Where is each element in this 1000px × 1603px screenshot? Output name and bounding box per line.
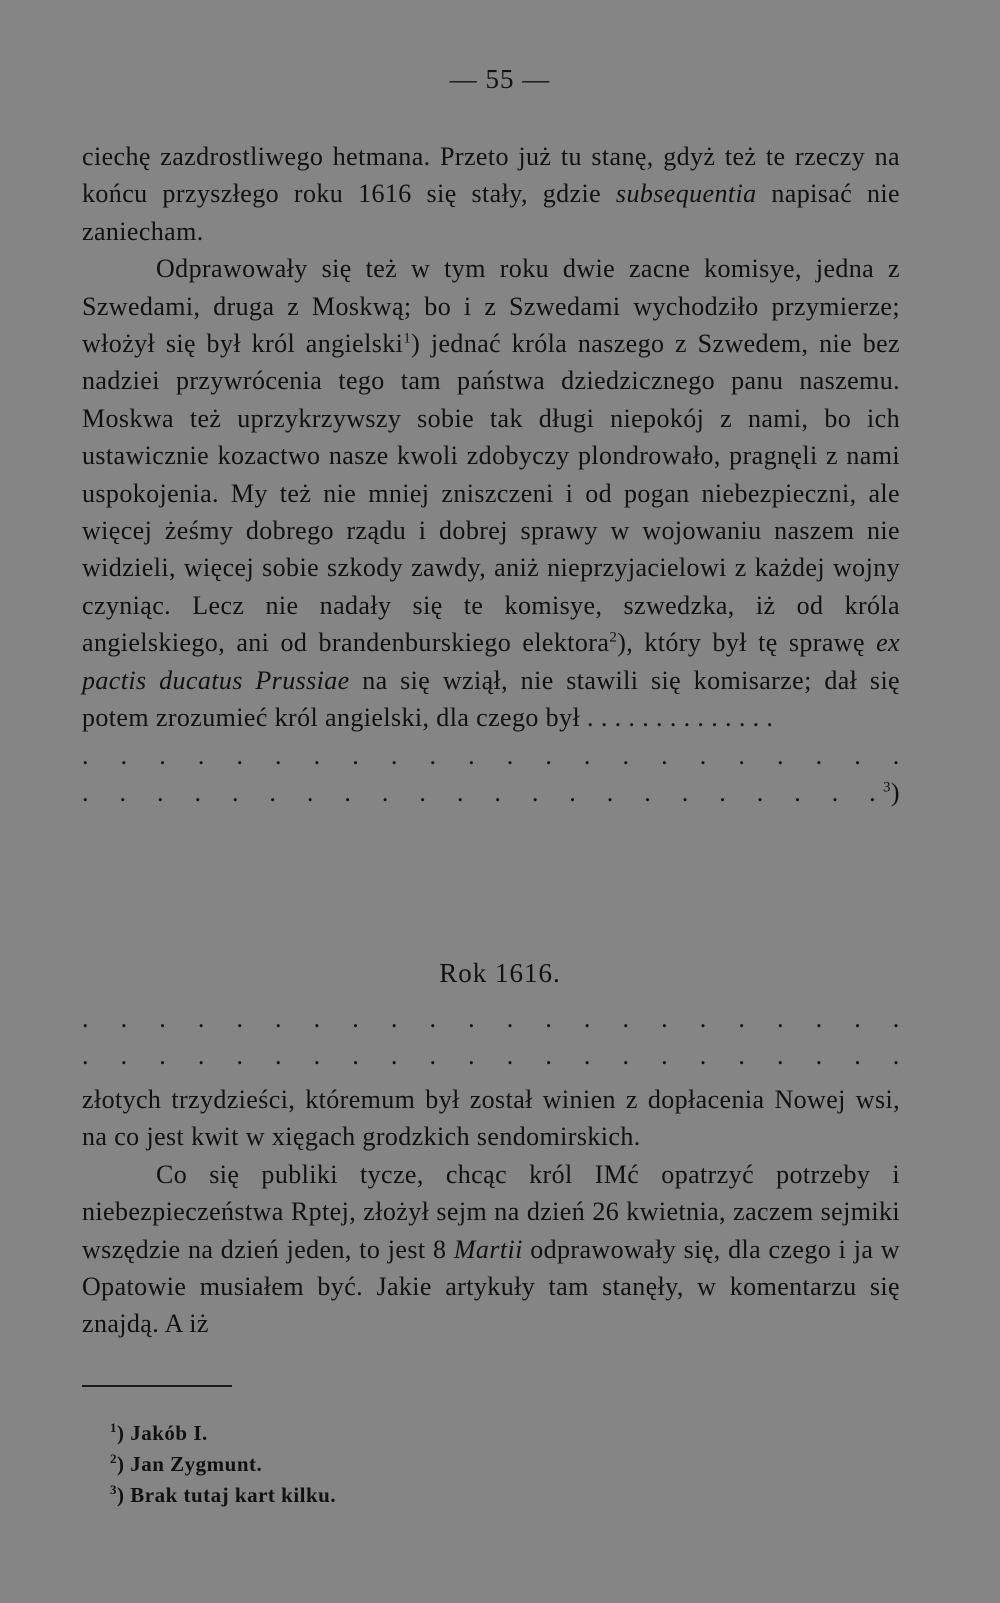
ellipsis-line: . . . . . . . . . . . . . . . . . . . . . .: [82, 740, 900, 770]
text-run: na się wziął, nie stawili się komisarze; dał się potem zrozumieć król angielski, dla czego był: [82, 665, 901, 733]
footnote-divider: [82, 1385, 232, 1387]
footnotes: [110, 1418, 336, 1511]
footnote-ref-2: 2: [609, 629, 618, 646]
ellipsis-line: . . . . . . . . . . . . . . . . . . . . . .: [82, 1004, 900, 1033]
footnote-mark: 1: [110, 1420, 117, 1435]
text-run: ), który był tę sprawę: [617, 628, 877, 658]
text-run: ) jednać króla naszego z Szwedem, nie bez nadziei przywrócenia tego tam państwa dziedzicznego panu naszemu. Moskwa też uprzykrzywszy sobie tak długi niepokój z nami, bo ich ustawicznie kozactwo nasze kwoli zdobyczy plondrowało, pragnęli z nami uspokojenia. My też nie mniej zniszczeni i od pogan niebezpieczni, ale więcej żeśmy dobrego rządu i dobrej sprawy w wojowaniu naszem nie widzieli, więcej sobie szkody zawdy, aniż nieprzyjacielowi z każdej wojny czyniąc. Lecz nie nadały się te komisye, szwedzka, iż od króla angielskiego, ani od brandenburskiego elektora: [82, 329, 900, 658]
footnote-text: ) Brak tutaj kart kilku.: [117, 1483, 337, 1507]
text-run: odprawowały się, dla czego i ja w Opatowie musiałem być. Jakie artykuły tam stanęły, w komentarzu się znajdą. A iż: [82, 1234, 900, 1339]
footnote-ref-3: 3: [882, 779, 891, 796]
italic-term: subsequentia: [615, 179, 757, 209]
paragraph-receipt: złotych trzydzieści, któremum był został winien z dopłacenia Nowej wsi, na co jest kwit w xięgach grodzkich sendomirskich.: [82, 1085, 900, 1152]
ellipsis-trail: . . . . . . . . . . . . . .: [580, 703, 774, 733]
text-run: napisać nie zaniecham.: [82, 179, 900, 246]
italic-date: Martii: [453, 1234, 523, 1264]
footnote-text: ) Jan Zygmunt.: [117, 1452, 263, 1476]
ellipsis-line-with-note: . . . . . . . . . . . . . . . . . . . . . . $^3$): [82, 774, 900, 811]
paragraph-continuation: [82, 138, 900, 250]
paragraph-commissions: [82, 250, 900, 736]
paren: ): [890, 777, 900, 807]
footnote-mark: 2: [110, 1451, 117, 1466]
footnote-1: [110, 1418, 336, 1449]
ellipsis-block: [82, 1000, 900, 1075]
footnote-mark: 3: [110, 1482, 117, 1497]
section-heading: Rok 1616.: [439, 958, 561, 988]
text-run: Co się publiki tycze, chcąc król IMć opatrzyć potrzeby i niebezpieczeństwa Rptej, złożył sejm na dzień 26 kwietnia, zaczem sejmiki wszędzie na dzień jeden, to jest 8: [82, 1159, 900, 1264]
footnote-3: [110, 1480, 336, 1511]
italic-phrase: ex pactis ducatus Prussiae: [82, 628, 900, 695]
text-run: Odprawowały się też w tym roku dwie zacne komisye, jedna z Szwedami, druga z Moskwą; bo i z Szwedami wychodziło przymierze; włożył się był król angielski: [82, 254, 900, 359]
text-block-top: [82, 138, 900, 811]
footnote-text: ) Jakób I.: [117, 1421, 208, 1445]
paragraph-sejm: [82, 1156, 900, 1343]
footnote-ref-1: 1: [403, 330, 412, 347]
text-run: ciechę zazdrostliwego hetmana. Przeto już tu stanę, gdyż też te rzeczy na końcu przyszłego roku 1616 się stały, gdzie: [82, 142, 900, 209]
page-number: — 55 —: [449, 64, 551, 94]
footnote-2: [110, 1449, 336, 1480]
ellipsis-line: . . . . . . . . . . . . . . . . . . . . . .: [82, 1041, 900, 1071]
text-block-bottom: [82, 1081, 900, 1343]
